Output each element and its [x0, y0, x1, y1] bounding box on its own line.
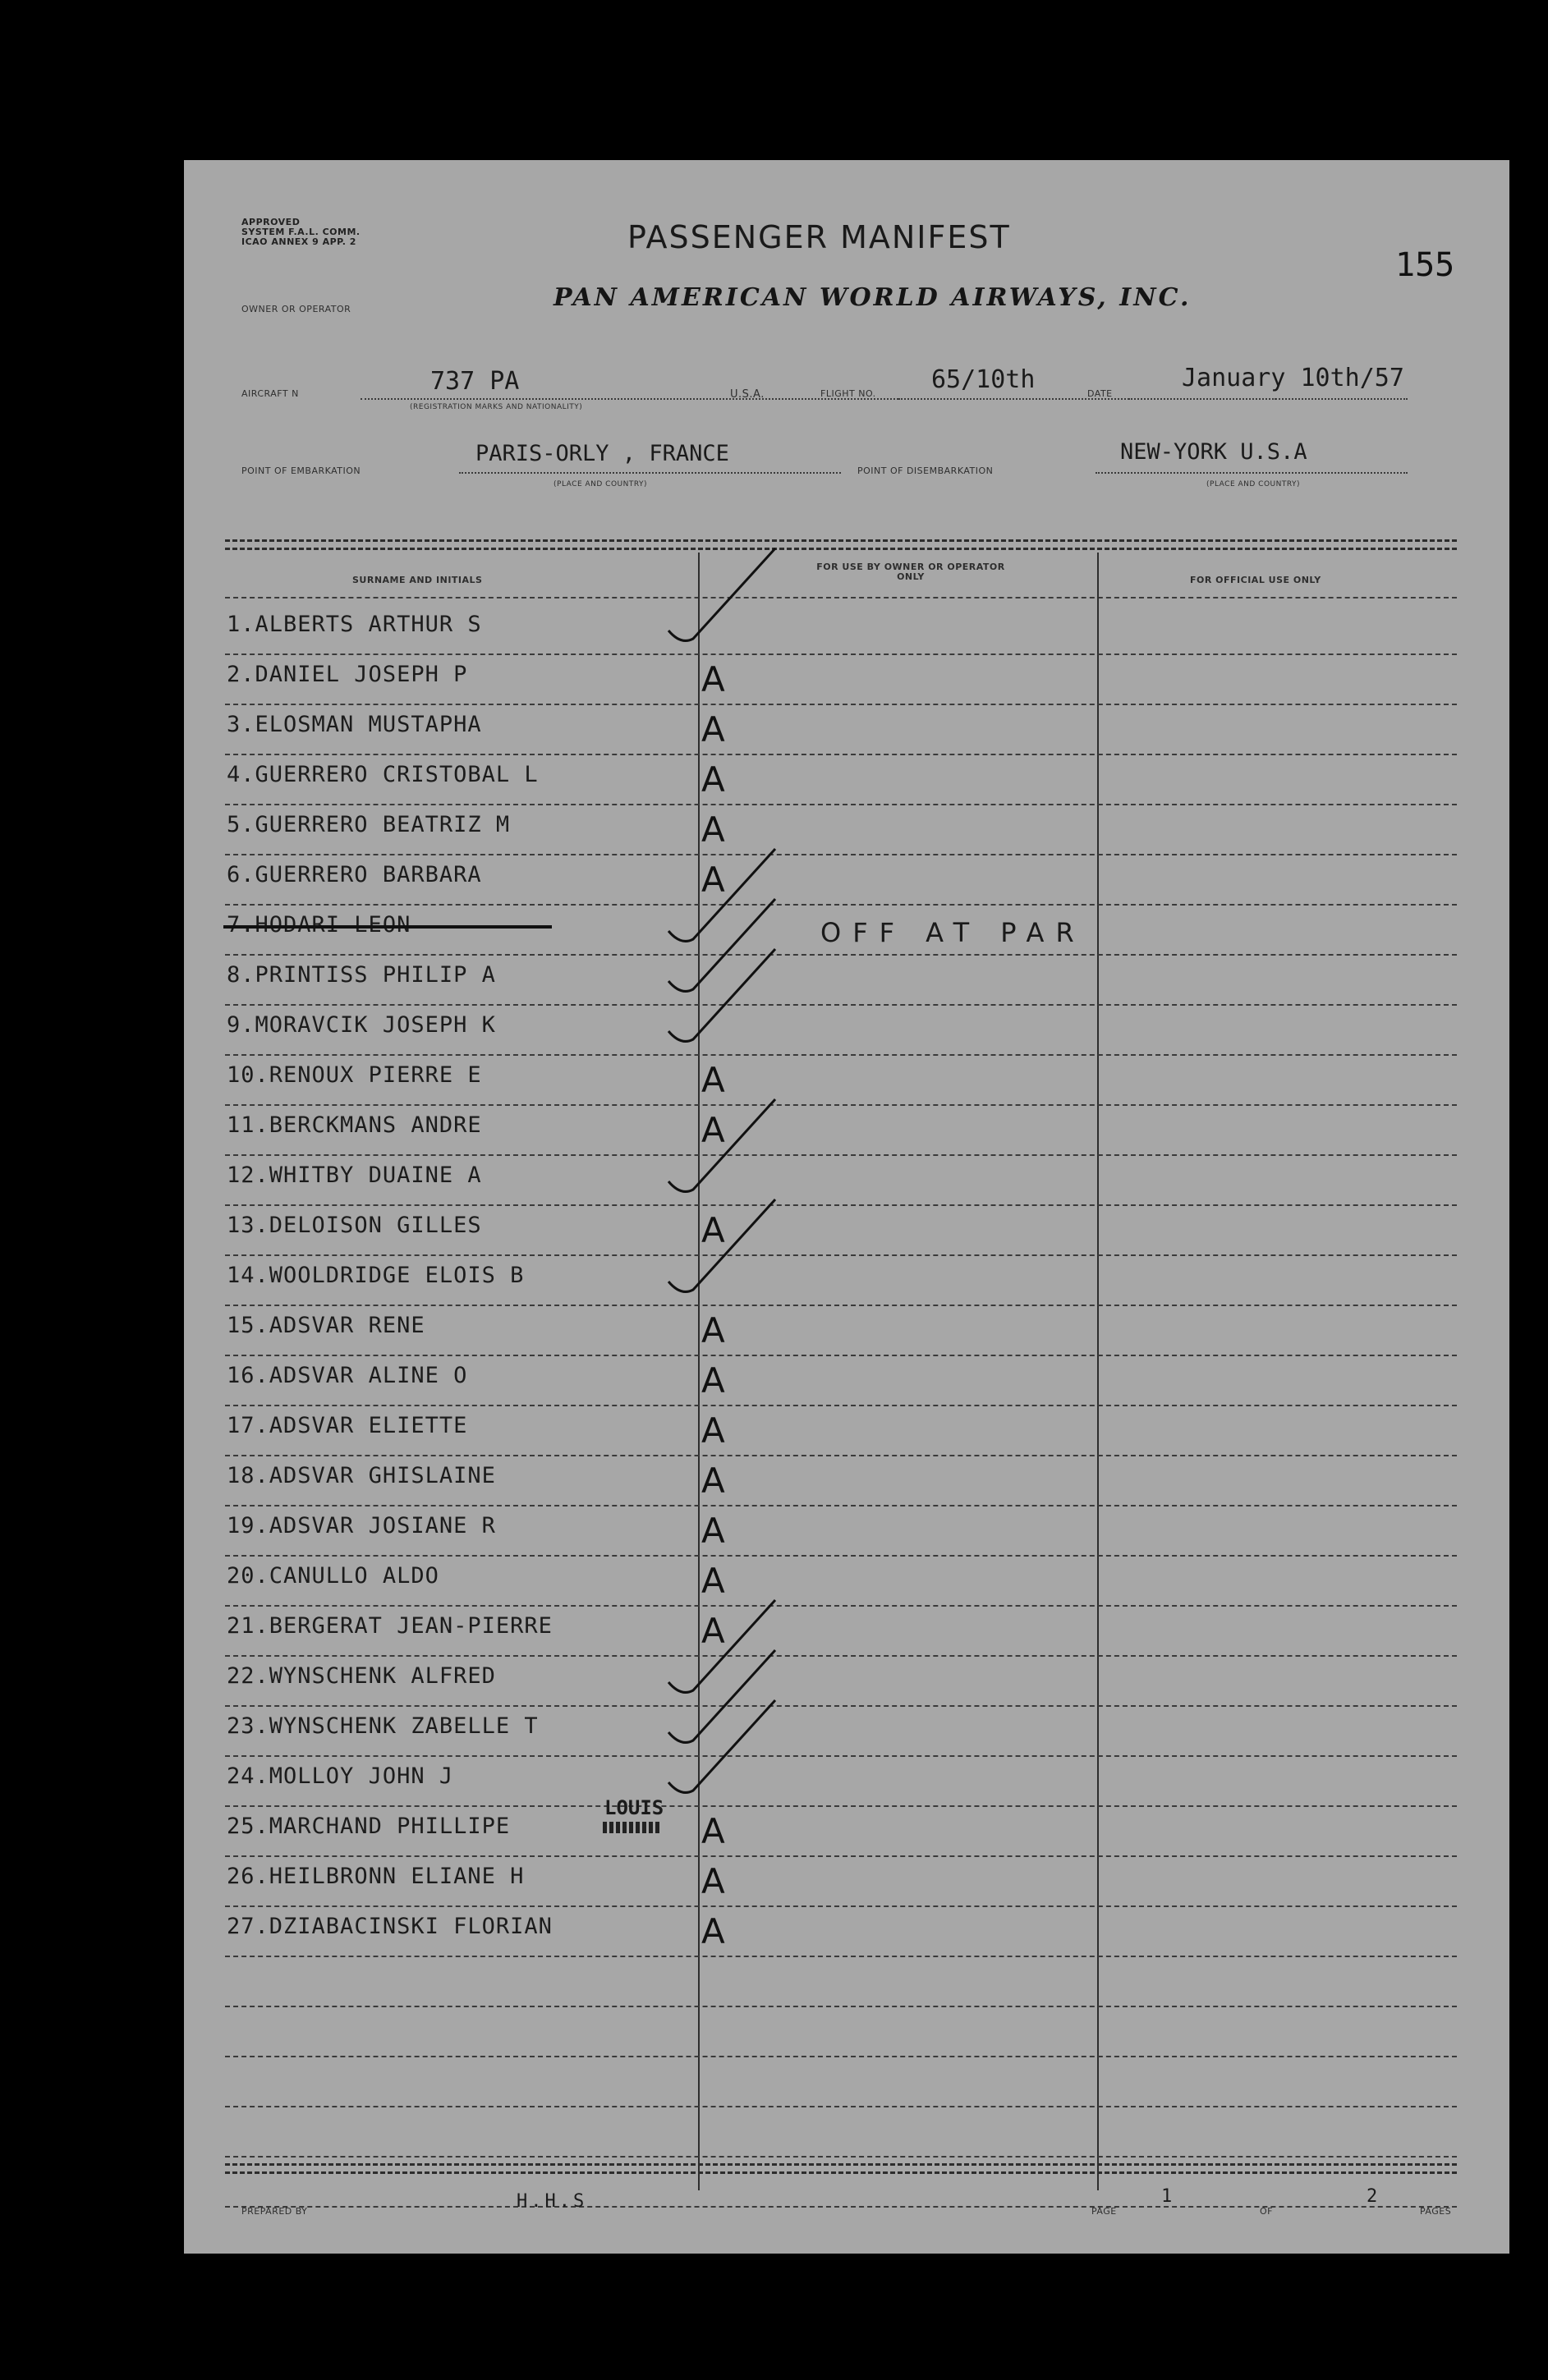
disembarkation-label: POINT OF DISEMBARKATION	[857, 465, 994, 476]
operator-check-mark	[668, 1700, 775, 1792]
operator-mark-a: A	[701, 659, 725, 699]
passenger-name: DELOISON GILLES	[269, 1213, 482, 1238]
operator-check-mark	[668, 548, 775, 640]
operator-mark-a: A	[701, 1360, 725, 1401]
page-current: 1	[1161, 2186, 1173, 2207]
page-number: 155	[1395, 246, 1455, 284]
passenger-name: WYNSCHENK ZABELLE T	[269, 1713, 539, 1739]
row-number: 27.	[227, 1914, 269, 1939]
passenger-name: HEILBRONN ELIANE H	[269, 1864, 525, 1889]
row-number: 10.	[227, 1062, 269, 1088]
passenger-name: BERGERAT JEAN-PIERRE	[269, 1613, 553, 1639]
passenger-name: ADSVAR GHISLAINE	[269, 1463, 496, 1488]
off-at-par-note: OFF AT PAR	[820, 917, 1086, 948]
page-total: 2	[1367, 2186, 1378, 2207]
passenger-name: ELOSMAN MUSTAPHA	[255, 712, 482, 737]
approval-line-2: SYSTEM F.A.L. COMM.	[241, 227, 361, 237]
passenger-name: MARCHAND PHILLIPE	[269, 1814, 511, 1839]
name-correction-row-25: LOUIS	[604, 1796, 664, 1819]
passenger-name: DANIEL JOSEPH P	[255, 662, 468, 687]
column-header-owner: FOR USE BY OWNER OR OPERATOR ONLY	[816, 562, 1005, 582]
operator-mark-a: A	[701, 1511, 725, 1551]
row-number: 24.	[227, 1763, 269, 1789]
operator-mark-a: A	[701, 1911, 725, 1951]
operator-mark-a: A	[701, 809, 725, 850]
passenger-name: RENOUX PIERRE E	[269, 1062, 482, 1088]
passenger-name: WYNSCHENK ALFRED	[269, 1663, 496, 1689]
row-number: 1.	[227, 612, 255, 637]
row-number: 26.	[227, 1864, 269, 1889]
operator-mark-a: A	[701, 1461, 725, 1501]
prepared-by-value: H.H.S	[517, 2191, 588, 2212]
handwritten-marks	[184, 160, 1509, 2254]
row-number: 20.	[227, 1563, 269, 1589]
row-number: 8.	[227, 962, 255, 988]
page-label: PAGE	[1091, 2206, 1117, 2217]
operator-mark-a: A	[701, 1861, 725, 1901]
passenger-name: GUERRERO CRISTOBAL L	[255, 762, 539, 787]
operator-mark-a: A	[701, 1310, 725, 1351]
row-number: 16.	[227, 1363, 269, 1388]
passenger-name: GUERRERO BARBARA	[255, 862, 482, 887]
operator-check-mark	[668, 949, 775, 1041]
operator-mark-a: A	[701, 1561, 725, 1601]
aircraft-label: AIRCRAFT N	[241, 388, 299, 399]
owner-label: OWNER OR OPERATOR	[241, 304, 351, 314]
of-label: OF	[1260, 2206, 1273, 2217]
operator-check-mark	[668, 899, 775, 991]
passenger-name: HODARI LEON	[255, 912, 411, 938]
row-number: 23.	[227, 1713, 269, 1739]
airline-name: PAN AMERICAN WORLD AIRWAYS, INC.	[554, 283, 1192, 312]
operator-mark-a: A	[701, 1210, 725, 1250]
approval-line-3: ICAO ANNEX 9 APP. 2	[241, 236, 356, 247]
flight-date: January 10th/57	[1182, 364, 1404, 392]
row-number: 6.	[227, 862, 255, 887]
date-label: DATE	[1087, 388, 1113, 399]
embarkation-label: POINT OF EMBARKATION	[241, 465, 361, 476]
passenger-name: ADSVAR RENE	[269, 1313, 425, 1338]
table-bottom-rule-1	[225, 2163, 1457, 2166]
operator-mark-a: A	[701, 709, 725, 750]
pages-label: PAGES	[1420, 2206, 1452, 2217]
row-number: 11.	[227, 1112, 269, 1138]
operator-mark-a: A	[701, 1110, 725, 1150]
passenger-name: GUERRERO BEATRIZ M	[255, 812, 511, 837]
passenger-name: ADSVAR JOSIANE R	[269, 1513, 496, 1539]
operator-mark-a: A	[701, 1410, 725, 1451]
flight-number: 65/10th	[931, 365, 1036, 394]
row-number: 13.	[227, 1213, 269, 1238]
operator-check-mark	[668, 1650, 775, 1742]
row-number: 15.	[227, 1313, 269, 1338]
country-code: U.S.A.	[730, 388, 765, 401]
passenger-name: WHITBY DUAINE A	[269, 1162, 482, 1188]
row-number: 22.	[227, 1663, 269, 1689]
row-number: 25.	[227, 1814, 269, 1839]
embarkation-point: PARIS-ORLY , FRANCE	[475, 441, 729, 466]
row-number: 18.	[227, 1463, 269, 1488]
operator-mark-a: A	[701, 1611, 725, 1651]
column-header-official: FOR OFFICIAL USE ONLY	[1190, 575, 1321, 585]
passenger-name: MORAVCIK JOSEPH K	[255, 1012, 496, 1038]
passenger-name: BERCKMANS ANDRE	[269, 1112, 482, 1138]
row-number: 12.	[227, 1162, 269, 1188]
registration-caption: (REGISTRATION MARKS AND NATIONALITY)	[410, 403, 583, 411]
row-number: 17.	[227, 1413, 269, 1438]
operator-mark-a: A	[701, 860, 725, 900]
table-bottom-rule-2	[225, 2171, 1457, 2174]
row-number: 14.	[227, 1263, 269, 1288]
column-header-surname: SURNAME AND INITIALS	[352, 575, 483, 585]
passenger-name: ADSVAR ALINE O	[269, 1363, 468, 1388]
approval-line-1: APPROVED	[241, 217, 301, 227]
operator-mark-a: A	[701, 1811, 725, 1851]
disembarkation-point: NEW-YORK U.S.A	[1120, 439, 1307, 465]
operator-mark-a: A	[701, 759, 725, 800]
row-number: 7.	[227, 912, 255, 938]
passenger-name: ALBERTS ARTHUR S	[255, 612, 482, 637]
row-number: 5.	[227, 812, 255, 837]
row-number: 4.	[227, 762, 255, 787]
passenger-name: WOOLDRIDGE ELOIS B	[269, 1263, 525, 1288]
passenger-name: PRINTISS PHILIP A	[255, 962, 496, 988]
passenger-name: MOLLOY JOHN J	[269, 1763, 454, 1789]
passenger-name: ADSVAR ELIETTE	[269, 1413, 468, 1438]
manifest-sheet	[184, 160, 1509, 2254]
document-title: PASSENGER MANIFEST	[627, 219, 1011, 255]
passenger-name: DZIABACINSKI FLORIAN	[269, 1914, 553, 1939]
operator-mark-a: A	[701, 1060, 725, 1100]
disembarkation-caption: (PLACE AND COUNTRY)	[1206, 480, 1301, 488]
flight-label: FLIGHT NO.	[820, 388, 876, 399]
passenger-name: CANULLO ALDO	[269, 1563, 439, 1589]
row-number: 9.	[227, 1012, 255, 1038]
row-number: 2.	[227, 662, 255, 687]
row-number: 3.	[227, 712, 255, 737]
aircraft-registration: 737 PA	[430, 367, 520, 396]
row-number: 21.	[227, 1613, 269, 1639]
embarkation-caption: (PLACE AND COUNTRY)	[554, 480, 648, 488]
row-number: 19.	[227, 1513, 269, 1539]
prepared-by-label: PREPARED BY	[241, 2206, 308, 2217]
